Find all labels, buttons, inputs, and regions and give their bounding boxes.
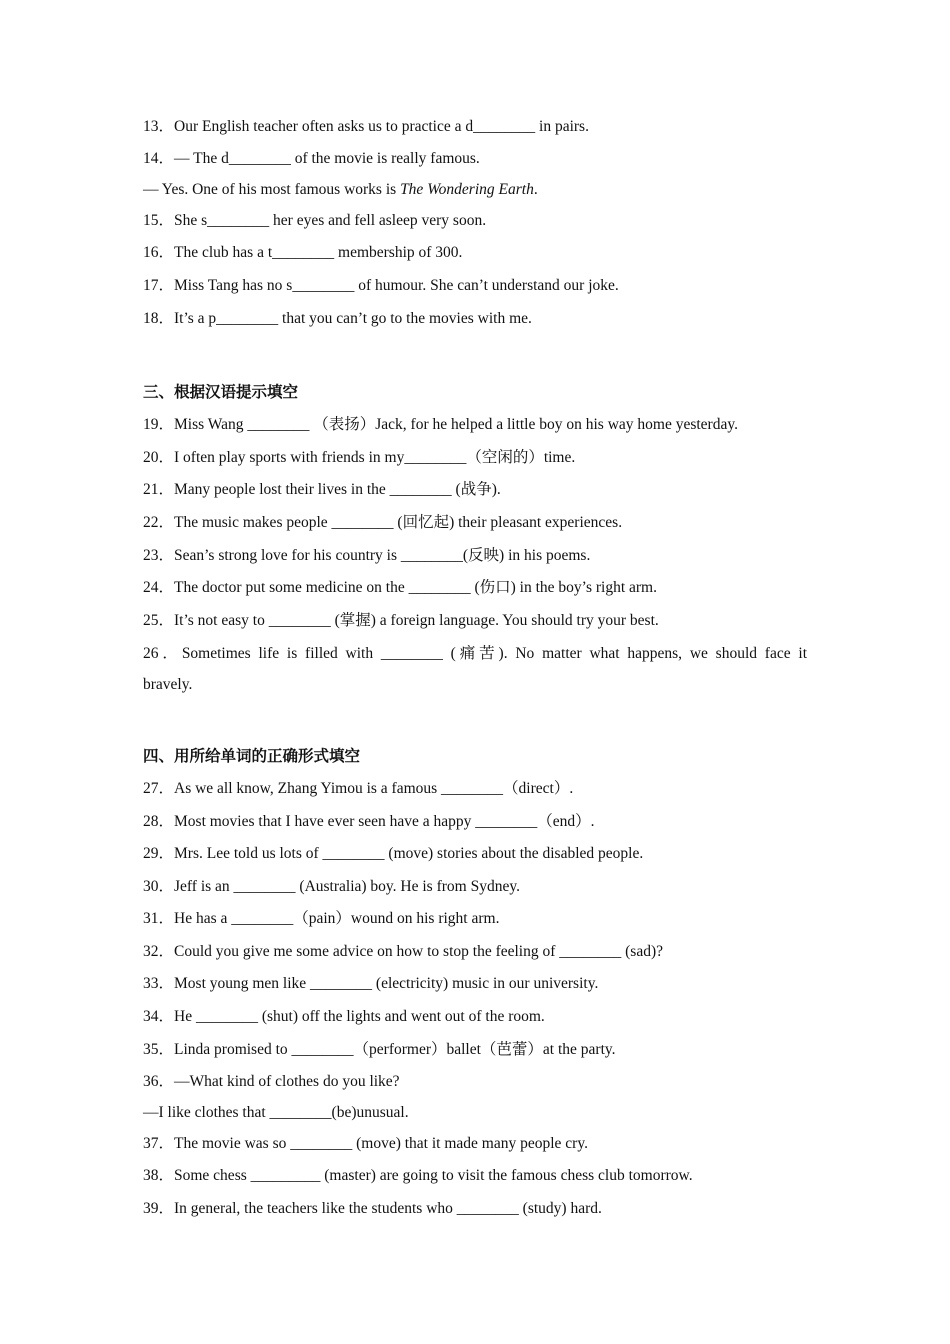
question-24: 24．The doctor put some medicine on the ________ (伤口) in the boy’s right arm.	[143, 579, 657, 596]
question-38: 38．Some chess _________ (master) are going to visit the famous chess club tomorrow.	[143, 1167, 693, 1184]
question-26: 26．Sometimes life is filled with ________ (痛苦). No matter what happens, we should face it	[143, 645, 807, 662]
question-25: 25．It’s not easy to ________ (掌握) a foreign language. You should try your best.	[143, 612, 659, 629]
question-27: 27．As we all know, Zhang Yimou is a famous ________（direct）.	[143, 780, 574, 797]
question-15: 15．She s________ her eyes and fell asleep very soon.	[143, 212, 487, 229]
question-29: 29．Mrs. Lee told us lots of ________ (move) stories about the disabled people.	[143, 845, 644, 862]
question-30: 30．Jeff is an ________ (Australia) boy. He is from Sydney.	[143, 878, 520, 895]
question-20: 20．I often play sports with friends in my________（空闲的）time.	[143, 449, 576, 466]
question-16: 16．The club has a t________ membership of 300.	[143, 244, 463, 261]
question-34: 34．He ________ (shut) off the lights and went out of the room.	[143, 1008, 545, 1025]
question-37: 37．The movie was so ________ (move) that it made many people cry.	[143, 1135, 588, 1152]
question-19: 19．Miss Wang ________ （表扬）Jack, for he helped a little boy on his way home yesterday.	[143, 416, 738, 433]
reply-text: — Yes. One of his most famous works is	[143, 181, 401, 198]
question-36-reply: —I like clothes that ________(be)unusual.	[143, 1104, 409, 1121]
question-36: 36．—What kind of clothes do you like?	[143, 1073, 400, 1090]
question-13: 13．Our English teacher often asks us to practice a d________ in pairs.	[143, 118, 589, 135]
question-31: 31．He has a ________（pain）wound on his right arm.	[143, 910, 500, 927]
question-32: 32．Could you give me some advice on how to stop the feeling of ________ (sad)?	[143, 943, 664, 960]
question-35: 35．Linda promised to ________（performer）ballet（芭蕾）at the party.	[143, 1041, 616, 1058]
question-17: 17．Miss Tang has no s________ of humour. She can’t understand our joke.	[143, 277, 619, 294]
question-28: 28．Most movies that I have ever seen have a happy ________（end）.	[143, 813, 595, 830]
question-39: 39．In general, the teachers like the students who ________ (study) hard.	[143, 1200, 602, 1217]
question-33: 33．Most young men like ________ (electricity) music in our university.	[143, 975, 599, 992]
question-21: 21．Many people lost their lives in the ________ (战争).	[143, 481, 501, 498]
question-26-continued: bravely.	[143, 676, 193, 693]
section-3-heading: 三、根据汉语提示填空	[143, 383, 299, 401]
movie-title: The Wondering Earth	[400, 181, 534, 198]
section-4-heading: 四、用所给单词的正确形式填空	[143, 747, 361, 765]
question-18: 18．It’s a p________ that you can’t go to the movies with me.	[143, 310, 532, 327]
question-14: 14．— The d________ of the movie is really famous.	[143, 150, 480, 167]
reply-end: .	[533, 181, 538, 198]
question-22: 22．The music makes people ________ (回忆起) their pleasant experiences.	[143, 514, 623, 531]
question-23: 23．Sean’s strong love for his country is ________(反映) in his poems.	[143, 547, 591, 564]
question-14-reply	[143, 180, 538, 200]
